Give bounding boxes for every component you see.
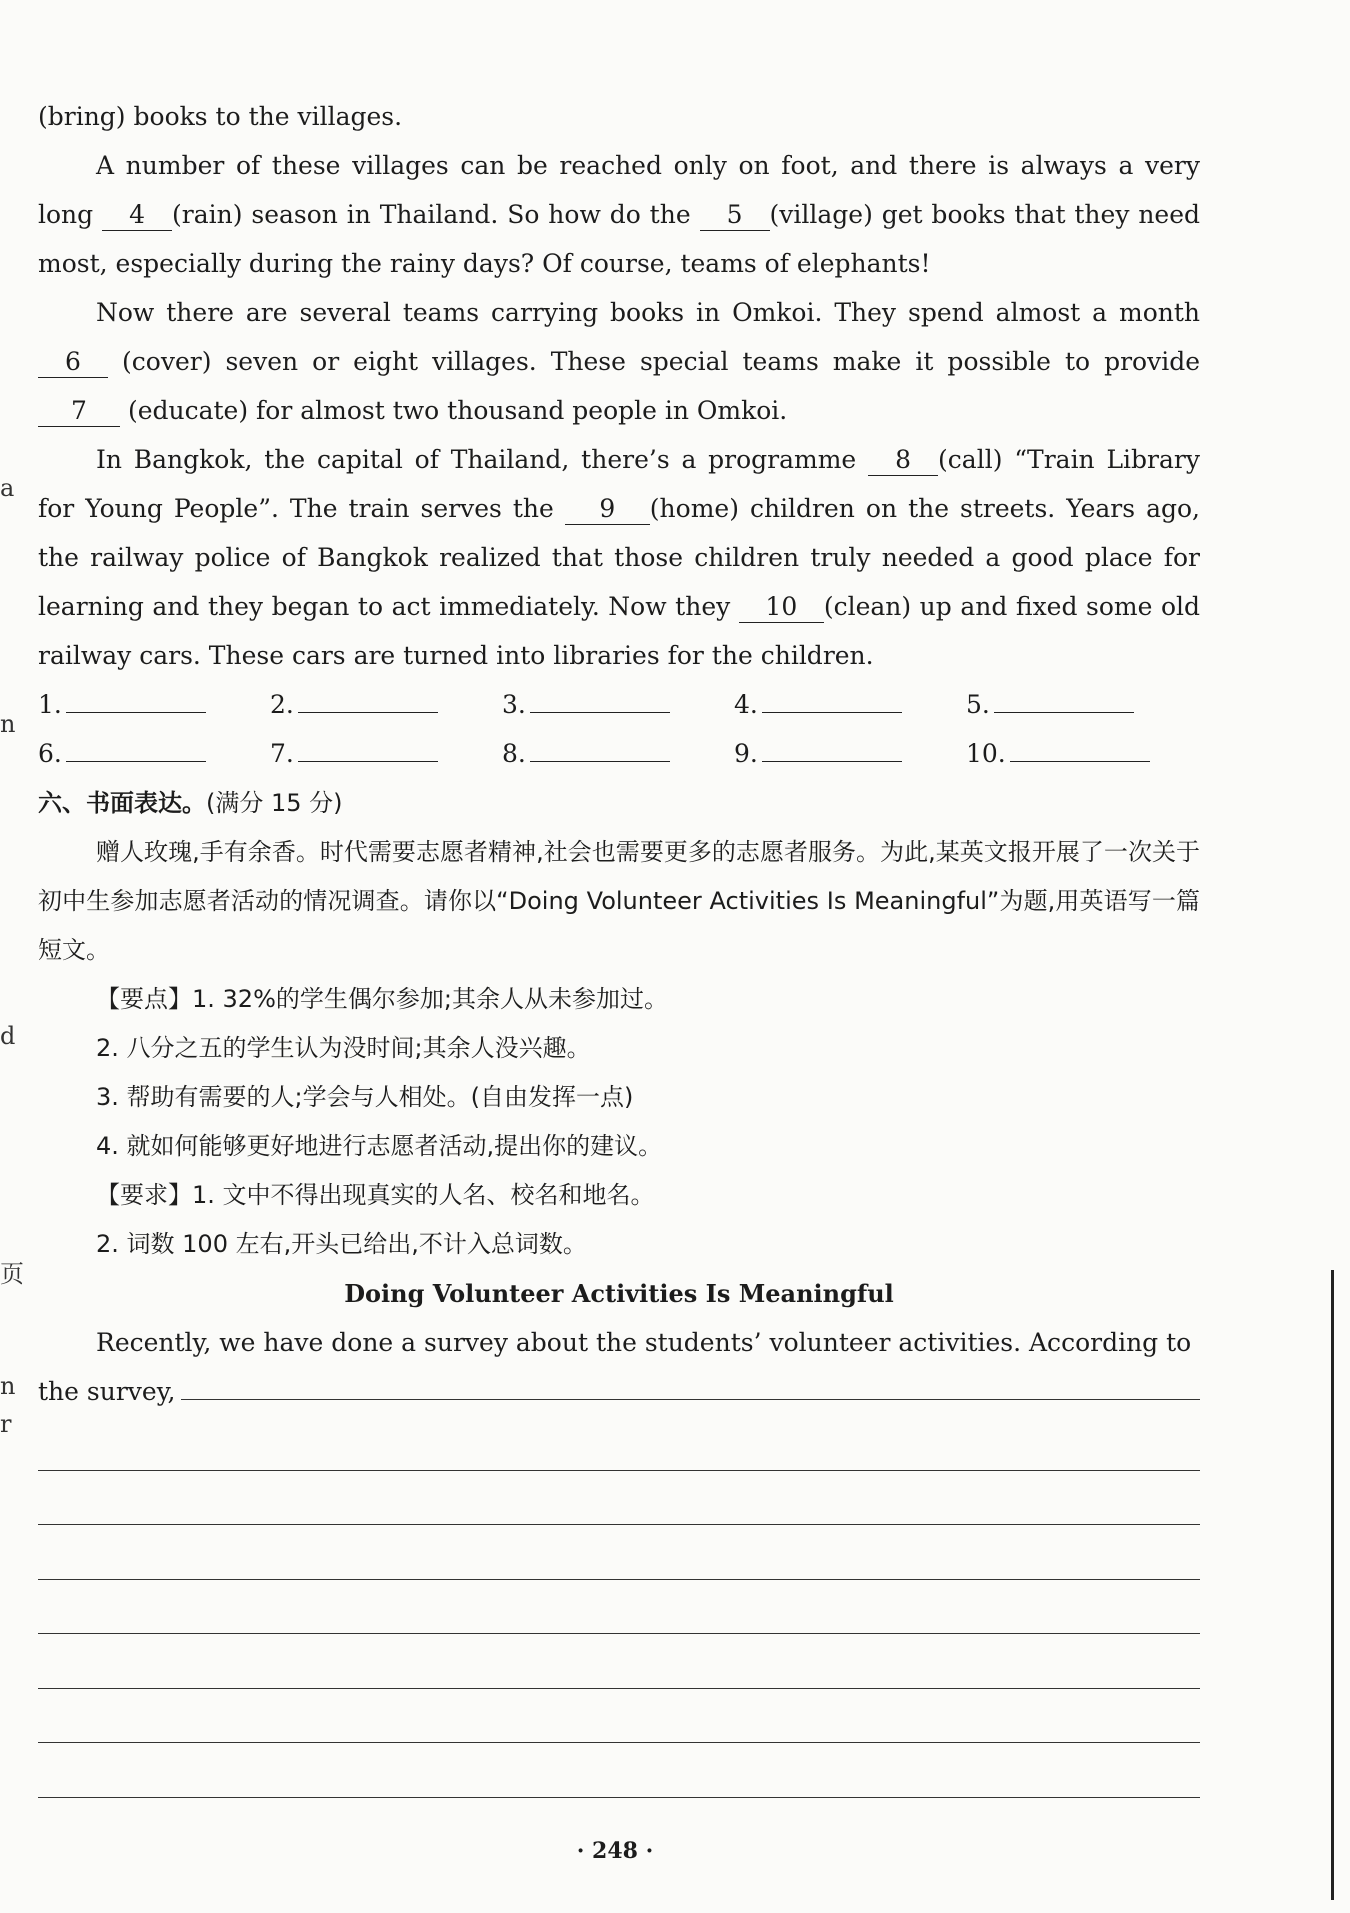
passage-text: (cover) seven or eight villages. These special teams make it possible to provide	[122, 347, 1201, 376]
blank-4[interactable]: 4	[102, 200, 172, 231]
page-content	[38, 92, 1200, 1798]
writing-line[interactable]	[38, 1471, 1200, 1526]
section-heading	[38, 778, 1200, 828]
passage-paragraph	[38, 141, 1200, 288]
task-point: 2. 八分之五的学生认为没时间;其余人没兴趣。	[96, 1034, 591, 1062]
answer-label: 5.	[966, 690, 990, 719]
essay-first-line	[38, 1367, 1200, 1416]
passage-text: In Bangkok, the capital of Thailand, there’s a programme	[96, 445, 857, 474]
margin-mark: r	[0, 1410, 12, 1438]
task-point: 【要点】1. 32%的学生偶尔参加;其余人从未参加过。	[96, 985, 668, 1013]
passage-line: (bring) books to the villages.	[38, 102, 403, 131]
writing-line[interactable]	[38, 1743, 1200, 1798]
passage-text: Now there are several teams carrying books in Omkoi. They spend almost a month	[96, 298, 1200, 327]
answer-line[interactable]	[298, 731, 438, 762]
writing-line[interactable]	[181, 1369, 1200, 1400]
answer-label: 4.	[734, 690, 758, 719]
essay-title: Doing Volunteer Activities Is Meaningful	[344, 1279, 894, 1308]
answer-item	[966, 680, 1198, 729]
answer-item	[966, 729, 1198, 778]
blank-9[interactable]: 9	[565, 494, 650, 525]
answer-line[interactable]	[530, 682, 670, 713]
task-requirement: 2. 词数 100 左右,开头已给出,不计入总词数。	[96, 1230, 587, 1258]
passage-paragraph	[38, 288, 1200, 435]
passage-text: (clean) up and fixed some old railway cars. These cars are turned into libraries for the children.	[38, 592, 1200, 670]
answer-item	[734, 680, 966, 729]
passage-text: A number of these villages can be reached only on foot, and there is always a very long	[38, 151, 1200, 229]
answer-line[interactable]	[530, 731, 670, 762]
essay-opening-end: the survey,	[38, 1377, 176, 1406]
answer-item	[38, 680, 270, 729]
margin-mark: n	[0, 710, 16, 738]
answer-label: 1.	[38, 690, 62, 719]
margin-mark: a	[0, 474, 15, 502]
answer-line[interactable]	[762, 682, 902, 713]
answer-line[interactable]	[762, 731, 902, 762]
page-number: · 248 ·	[576, 1838, 654, 1864]
answer-item	[502, 680, 734, 729]
answer-label: 9.	[734, 739, 758, 768]
page-edge-line	[1331, 1270, 1334, 1900]
answer-label: 10.	[966, 739, 1006, 768]
blank-10[interactable]: 10	[739, 592, 824, 623]
writing-line[interactable]	[38, 1416, 1200, 1471]
answer-row	[38, 680, 1200, 729]
task-intro: 赠人玫瑰,手有余香。时代需要志愿者精神,社会也需要更多的志愿者服务。为此,某英文报开展了一次关于初中生参加志愿者活动的情况调查。请你以“Doing Volunteer Activities Is Meaningful”为题,用英语写一篇短文。	[38, 838, 1200, 964]
blank-6[interactable]: 6	[38, 347, 108, 378]
answer-label: 7.	[270, 739, 294, 768]
margin-mark: n	[0, 1372, 16, 1400]
answer-label: 6.	[38, 739, 62, 768]
passage-text: (educate) for almost two thousand people in Omkoi.	[127, 396, 788, 425]
answer-line[interactable]	[66, 682, 206, 713]
writing-line[interactable]	[38, 1580, 1200, 1635]
answer-item	[270, 680, 502, 729]
writing-line[interactable]	[38, 1525, 1200, 1580]
answer-line[interactable]	[1010, 731, 1150, 762]
writing-line[interactable]	[38, 1689, 1200, 1744]
answer-label: 2.	[270, 690, 294, 719]
task-requirement: 【要求】1. 文中不得出现真实的人名、校名和地名。	[96, 1181, 655, 1209]
blank-7[interactable]: 7	[38, 396, 120, 427]
answer-line[interactable]	[994, 682, 1134, 713]
passage-text: (rain) season in Thailand. So how do the	[172, 200, 691, 229]
answer-label: 8.	[502, 739, 526, 768]
essay-opening: Recently, we have done a survey about the students’ volunteer activities. According to	[96, 1328, 1192, 1357]
answer-line[interactable]	[298, 682, 438, 713]
task-point: 3. 帮助有需要的人;学会与人相处。(自由发挥一点)	[96, 1083, 634, 1111]
answer-label: 3.	[502, 690, 526, 719]
blank-8[interactable]: 8	[868, 445, 938, 476]
answer-item	[734, 729, 966, 778]
margin-mark: d	[0, 1022, 16, 1050]
writing-line[interactable]	[38, 1634, 1200, 1689]
section-title: 六、书面表达。	[38, 789, 206, 817]
blank-5[interactable]: 5	[700, 200, 770, 231]
margin-mark: 页	[0, 1260, 24, 1288]
answer-item	[502, 729, 734, 778]
passage-text: (home) children on the streets. Years ago, the railway police of Bangkok realized that those children truly needed a good place for learning and they began to act immediately. Now they	[38, 494, 1200, 621]
answer-item	[270, 729, 502, 778]
answer-item	[38, 729, 270, 778]
passage-text: (call) “Train Library for Young People”. The train serves the	[38, 445, 1200, 523]
passage-paragraph	[38, 435, 1200, 680]
passage-text: (village) get books that they need most, especially during the rainy days? Of course, teams of elephants!	[38, 200, 1201, 278]
answer-row	[38, 729, 1200, 778]
section-score: (满分 15 分)	[206, 789, 343, 817]
answer-line[interactable]	[66, 731, 206, 762]
task-point: 4. 就如何能够更好地进行志愿者活动,提出你的建议。	[96, 1132, 663, 1160]
